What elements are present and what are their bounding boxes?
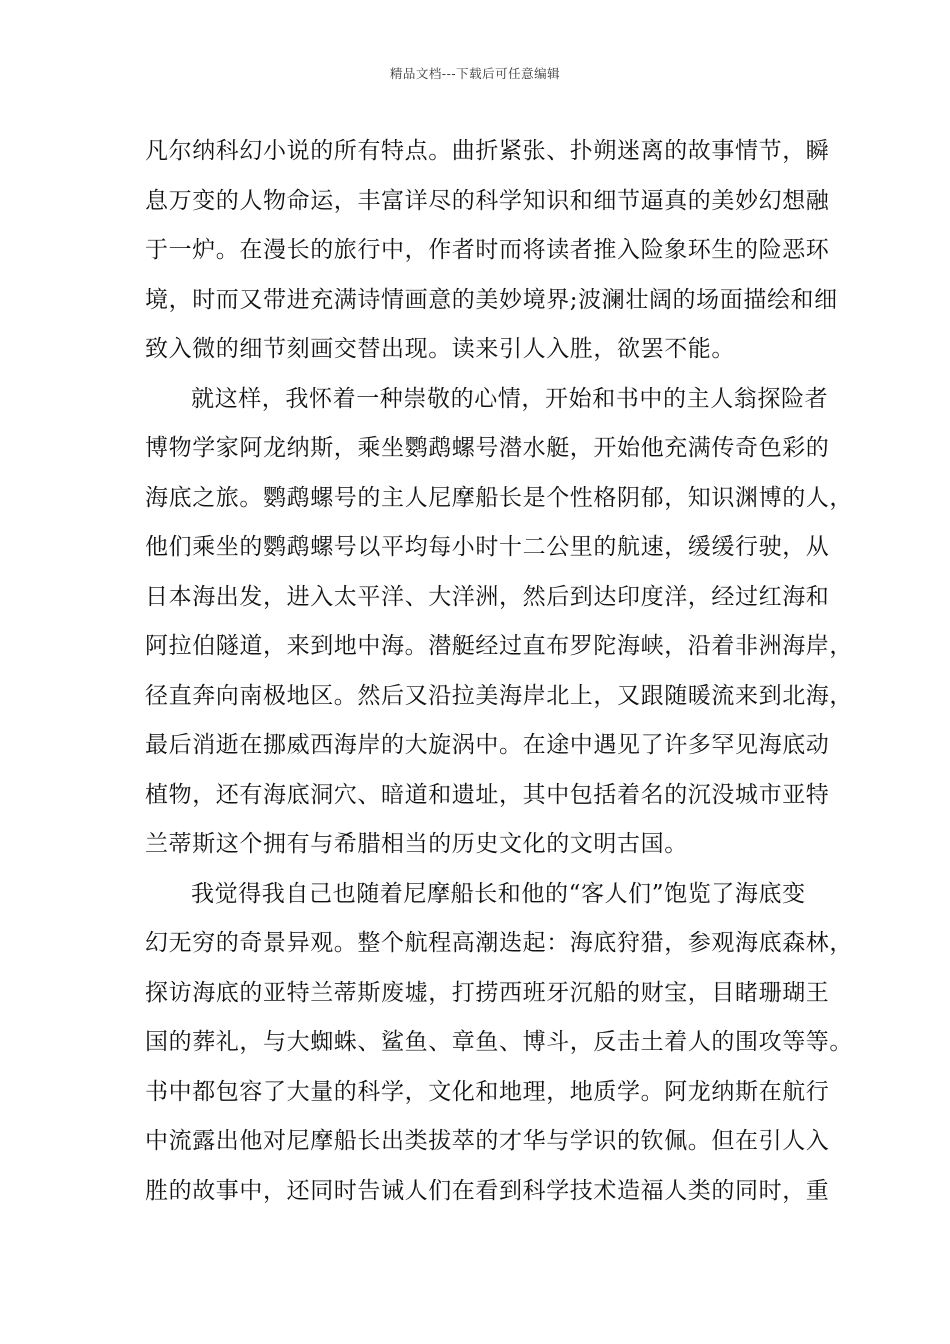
paragraph-1: [145, 133, 838, 381]
text-line: 息万变的人物命运，丰富详尽的科学知识和细节逼真的美妙幻想融: [145, 187, 830, 214]
text-line: 书中都包容了大量的科学，文化和地理，地质学。阿龙纳斯在航行: [145, 1078, 830, 1105]
text-line: 博物学家阿龙纳斯，乘坐鹦鹉螺号潜水艇，开始他充满传奇色彩的: [145, 435, 830, 461]
text-line: 日本海出发，进入太平洋、大洋洲，然后到达印度洋，经过红海和: [145, 583, 830, 610]
paragraph-3: [145, 876, 853, 1223]
text-line: 阿拉伯隧道，来到地中海。潜艇经过直布罗陀海峡，沿着非洲海岸，: [145, 633, 853, 659]
text-line: 致入微的细节刻画交替出现。读来引人入胜，欲罢不能。: [145, 336, 735, 362]
text-line: 植物，还有海底洞穴、暗道和遗址，其中包括着名的沉没城市亚特: [145, 781, 830, 808]
page-header: 精品文档---下载后可任意编辑: [389, 66, 561, 81]
text-line: 胜的故事中，还同时告诫人们在看到科学技术造福人类的同时，重: [145, 1177, 830, 1204]
text-line: 国的葬礼，与大蜘蛛、鲨鱼、章鱼、博斗，反击土着人的围攻等等。: [145, 1029, 853, 1055]
text-line: 于一炉。在漫长的旅行中，作者时而将读者推入险象环生的险恶环: [145, 237, 830, 263]
document-body: [145, 133, 853, 1222]
text-line: 我觉得我自己也随着尼摩船长和他的“客人们”饱览了海底变: [191, 880, 806, 907]
paragraph-2: [145, 381, 853, 876]
text-line: 兰蒂斯这个拥有与希腊相当的历史文化的文明古国。: [145, 831, 688, 857]
text-line: 就这样，我怀着一种崇敬的心情，开始和书中的主人翁探险者: [191, 385, 829, 412]
text-line: 最后消逝在挪威西海岸的大旋涡中。在途中遇见了许多罕见海底动: [145, 732, 830, 758]
text-line: 凡尔纳科幻小说的所有特点。曲折紧张、扑朔迷离的故事情节，瞬: [145, 138, 830, 164]
text-line: 境，时而又带进充满诗情画意的美妙境界;波澜壮阔的场面描绘和细: [145, 286, 838, 313]
text-line: 径直奔向南极地区。然后又沿拉美海岸北上，又跟随暖流来到北海，: [145, 682, 853, 709]
text-line: 海底之旅。鹦鹉螺号的主人尼摩船长是个性格阴郁，知识渊博的人，: [145, 484, 853, 511]
text-line: 中流露出他对尼摩船长出类拔萃的才华与学识的钦佩。但在引人入: [145, 1128, 830, 1154]
text-line: 幻无穷的奇景异观。整个航程高潮迭起：海底狩猎，参观海底森林，: [145, 930, 853, 956]
text-line: 他们乘坐的鹦鹉螺号以平均每小时十二公里的航速，缓缓行驶，从: [145, 534, 830, 560]
text-line: 探访海底的亚特兰蒂斯废墟，打捞西班牙沉船的财宝，目睹珊瑚王: [145, 979, 830, 1006]
